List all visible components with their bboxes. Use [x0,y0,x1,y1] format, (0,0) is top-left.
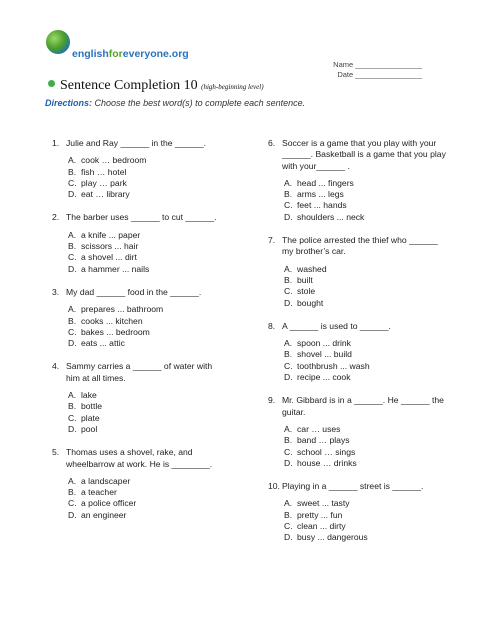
answer-option[interactable] [68,252,227,263]
answer-options [282,424,448,469]
option-letter: B. [284,435,293,446]
answer-options [66,476,227,521]
answer-options [282,178,448,223]
questions-left-column [52,138,227,533]
answer-option[interactable] [68,390,227,401]
option-letter: A. [284,423,293,434]
option-text: plate [81,412,100,423]
answer-option[interactable] [68,413,227,424]
answer-option[interactable] [284,424,448,435]
option-letter: C. [284,360,293,371]
answer-option[interactable] [284,338,448,349]
option-letter: C. [284,286,293,297]
option-text: head ... fingers [297,177,354,188]
question-number: 10. [268,481,280,492]
answer-option[interactable] [68,424,227,435]
site-logo [46,30,206,60]
option-letter: A. [284,263,293,274]
option-text: built [297,274,313,285]
option-text: an engineer [81,509,127,520]
answer-option[interactable] [284,361,448,372]
answer-option[interactable] [68,264,227,275]
answer-option[interactable] [284,264,448,275]
option-text: house … drinks [297,457,357,468]
option-letter: C. [68,326,77,337]
option-text: a knife ... paper [81,229,141,240]
answer-option[interactable] [284,298,448,309]
logo-part-english: english [72,48,109,60]
answer-option[interactable] [284,458,448,469]
answer-option[interactable] [284,286,448,297]
option-letter: C. [68,177,77,188]
option-letter: A. [68,155,77,166]
option-letter: B. [284,509,293,520]
option-letter: D. [68,263,77,274]
option-letter: A. [68,390,77,401]
option-text: lake [81,390,97,401]
option-letter: B. [68,315,77,326]
option-letter: C. [284,446,293,457]
question-stem: Soccer is a game that you play with your ______. Basketball is a game that you play with your______ . [282,138,446,171]
question-number: 7. [268,235,276,246]
logo-part-everyone: everyone [122,48,169,60]
answer-option[interactable] [68,155,227,166]
option-text: scissors ... hair [81,241,139,252]
question-item [268,395,448,469]
option-text: eats ... attic [81,338,125,349]
worksheet-title [48,78,264,94]
answer-option[interactable] [68,178,227,189]
directions-text: Choose the best word(s) to complete each sentence. [94,98,306,108]
question-stem: Julie and Ray ______ in the ______. [66,138,206,148]
answer-option[interactable] [284,200,448,211]
option-letter: B. [284,349,293,360]
option-text: sweet ... tasty [297,498,350,509]
question-number: 2. [52,212,60,223]
title-text: Sentence Completion 10 [60,78,198,93]
option-text: a shovel ... dirt [81,252,137,263]
name-field-label: Name ________________ [333,60,422,69]
question-stem: My dad ______ food in the ______. [66,286,202,297]
level-note: (high-beginning level) [201,83,264,91]
question-stem: Sammy carries a ______ of water with him at all times. [66,361,213,383]
option-text: school … sings [297,446,356,457]
answer-options [66,390,227,435]
option-text: cook … bedroom [81,155,147,166]
option-letter: D. [284,457,293,468]
bullet-icon [48,80,55,87]
option-text: clean ... dirty [297,521,346,532]
answer-options [282,264,448,309]
option-text: car … uses [297,423,341,434]
answer-option[interactable] [68,498,227,509]
question-item [268,321,448,383]
answer-option[interactable] [284,532,448,543]
option-letter: D. [68,189,77,200]
answer-option[interactable] [68,316,227,327]
answer-option[interactable] [284,189,448,200]
option-text: shoulders ... neck [297,211,365,222]
answer-option[interactable] [68,230,227,241]
option-text: bottle [81,401,103,412]
question-item [268,138,448,223]
question-number: 9. [268,395,276,406]
option-letter: A. [284,498,293,509]
answer-options [66,155,227,200]
option-text: bakes ... bedroom [81,326,150,337]
logo-part-org: .org [168,48,189,60]
question-number: 6. [268,138,276,148]
name-date-block [333,60,422,80]
answer-option[interactable] [284,212,448,223]
option-text: fish … hotel [81,166,127,177]
answer-option[interactable] [68,401,227,412]
question-stem: Thomas uses a shovel, rake, and wheelbarrow at work. He is ________. [66,447,213,469]
option-letter: C. [68,498,77,509]
option-text: spoon ... drink [297,338,351,349]
question-stem: The police arrested the thief who ______ my brother’s car. [282,235,438,257]
answer-option[interactable] [68,189,227,200]
option-letter: D. [284,297,293,308]
answer-option[interactable] [68,304,227,315]
question-stem: The barber uses ______ to cut ______. [66,212,217,223]
question-item [52,447,227,521]
answer-option[interactable] [284,349,448,360]
option-letter: C. [284,521,293,532]
option-letter: B. [68,487,77,498]
option-letter: C. [68,412,77,423]
answer-option[interactable] [68,487,227,498]
option-letter: A. [68,229,77,240]
answer-option[interactable] [68,241,227,252]
directions [45,98,305,108]
question-number: 4. [52,361,60,372]
question-number: 1. [52,138,60,148]
option-text: busy ... dangerous [297,532,368,543]
option-text: washed [297,263,327,274]
option-letter: D. [68,423,77,434]
answer-options [282,498,448,543]
option-letter: A. [68,475,77,486]
question-item [52,287,227,349]
answer-option[interactable] [284,372,448,383]
answer-option[interactable] [68,327,227,338]
answer-options [66,230,227,275]
option-text: toothbrush ... wash [297,360,370,371]
option-letter: C. [68,252,77,263]
directions-label: Directions: [45,98,93,108]
option-text: pretty ... fun [297,509,343,520]
answer-options [282,338,448,383]
question-number: 3. [52,286,60,297]
question-item [52,361,227,435]
option-text: a hammer ... nails [81,263,150,274]
answer-option[interactable] [68,476,227,487]
question-number: 5. [52,447,60,458]
option-text: bought [297,297,324,308]
option-letter: B. [68,241,77,252]
option-text: cooks ... kitchen [81,315,143,326]
option-text: arms ... legs [297,189,344,200]
option-text: play … park [81,177,127,188]
option-text: stole [297,286,316,297]
option-text: feet ... hands [297,200,347,211]
question-stem: Mr. Gibbard is in a ______. He ______ the guitar. [282,395,444,417]
option-letter: D. [284,372,293,383]
question-stem: A ______ is used to ______. [282,320,391,331]
option-letter: B. [284,274,293,285]
answer-option[interactable] [284,521,448,532]
answer-option[interactable] [68,338,227,349]
answer-option[interactable] [284,435,448,446]
option-letter: A. [284,338,293,349]
answer-option[interactable] [284,498,448,509]
option-text: a teacher [81,487,117,498]
option-text: a police officer [81,498,137,509]
question-item [268,235,448,309]
option-letter: B. [284,189,293,200]
option-letter: D. [68,509,77,520]
question-number: 8. [268,320,276,331]
option-letter: C. [284,200,293,211]
answer-option[interactable] [284,178,448,189]
option-letter: D. [284,211,293,222]
date-field-label: Date ________________ [337,70,422,79]
answer-options [66,304,227,349]
option-letter: A. [68,304,77,315]
answer-option[interactable] [284,510,448,521]
questions-right-column [268,138,448,556]
option-text: pool [81,423,98,434]
answer-option[interactable] [68,167,227,178]
question-item [52,138,227,200]
logo-part-for: for [108,48,123,60]
option-text: eat … library [81,189,130,200]
option-letter: B. [68,166,77,177]
question-item [52,212,227,274]
option-letter: B. [68,401,77,412]
logo-text [72,48,189,60]
answer-option[interactable] [284,275,448,286]
option-text: a landscaper [81,475,131,486]
option-text: band … plays [297,435,350,446]
option-text: recipe ... cook [297,372,351,383]
answer-option[interactable] [68,510,227,521]
answer-option[interactable] [284,447,448,458]
globe-icon [46,30,70,54]
question-item [268,481,448,543]
option-text: prepares ... bathroom [81,304,164,315]
option-text: shovel ... build [297,349,352,360]
option-letter: D. [68,338,77,349]
option-letter: D. [284,532,293,543]
option-letter: A. [284,177,293,188]
question-stem: Playing in a ______ street is ______. [282,481,424,492]
